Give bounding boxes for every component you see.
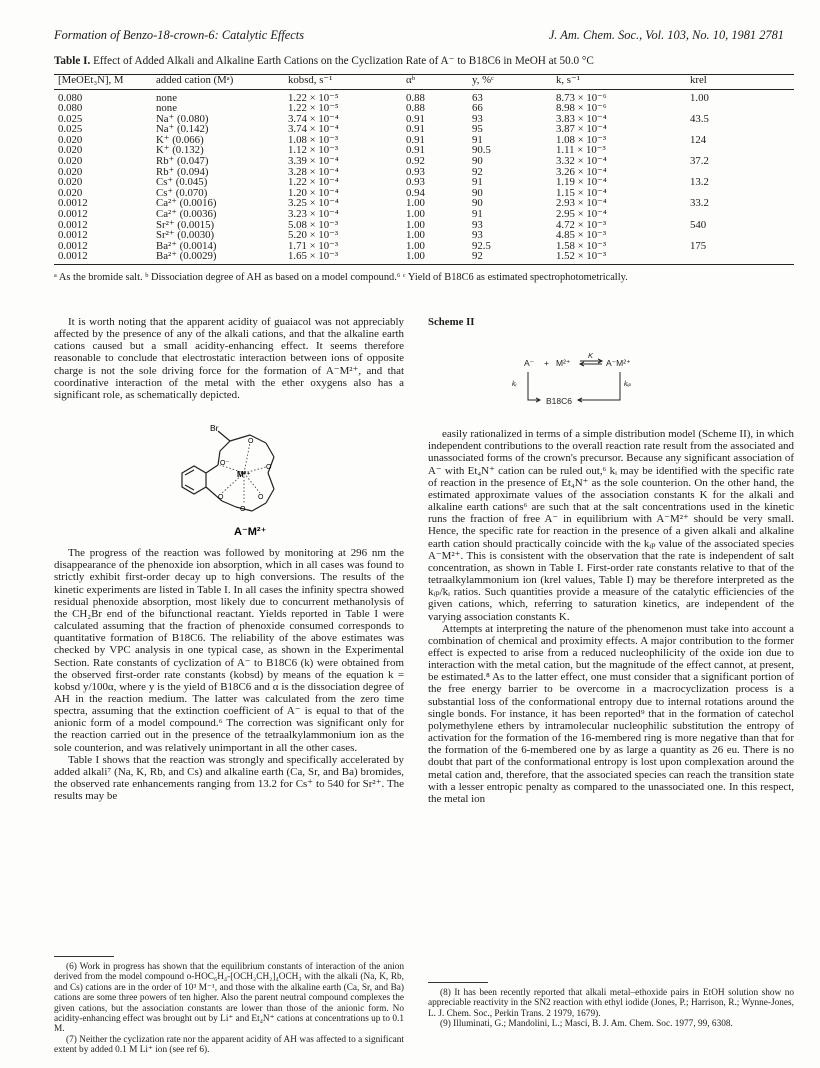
table-cell: 0.0012 xyxy=(58,239,88,252)
table-header-row xyxy=(54,75,794,87)
table-cell: 0.91 xyxy=(406,123,425,136)
scheme-title: Scheme II xyxy=(428,316,475,328)
table-cell: Na⁺ (0.080) xyxy=(156,112,209,125)
column-header: [MeOEt₃N], M xyxy=(54,75,152,87)
table-cell: 0.0012 xyxy=(58,229,88,242)
table-cell: 93 xyxy=(472,218,483,231)
table-caption xyxy=(54,54,794,67)
table-cell: 1.71 × 10⁻³ xyxy=(288,239,339,252)
table-cell: Rb⁺ (0.094) xyxy=(156,165,209,178)
left-footnote-rule xyxy=(54,956,114,957)
column-header: αᵇ xyxy=(402,75,468,87)
table-cell: 540 xyxy=(690,218,707,231)
table-cell: 37.2 xyxy=(690,155,709,168)
table-cell: 90 xyxy=(472,155,483,168)
table-cell: 1.12 × 10⁻³ xyxy=(288,144,339,157)
table-cell: 8.98 × 10⁻⁶ xyxy=(556,102,607,115)
table-cell: K⁺ (0.066) xyxy=(156,133,204,146)
table-cell: 3.32 × 10⁻⁴ xyxy=(556,155,607,168)
right-paragraph-2: Attempts at interpreting the nature of the phenomenon must take into account a combination of chemical and proximity effects. A major contribution to the former effect is expected to arise from a reduced nucleophilicity of the oxide ion due to interaction with the metal cation, but the magnitude of the effect cannot, at present, be estimated.⁸ As to the latter effect, one must consider that a significant portion of the free energy barrier to be overcome in a macrocyclization process is a substantial loss of the conformational entropy due to internal rotations around the single bonds. For instance, it has been reported⁹ that in the formation of catechol polymethylene ethers by intramolecular nucleophilic substitution the entropy of activation for the formation of the 16-membered ring is more negative than that for the formation of the 6-membered one by as large a quantity as 26 eu. There is no doubt that part of the conformational entropy is lost upon complexation around the metal cation and, therefore, that the associated species can reach the transition state with a lesser entropic penalty as compared to the unassociated one. In this respect, the metal ion xyxy=(428,622,794,805)
table-cell: 0.88 xyxy=(406,102,425,115)
left-footnotes xyxy=(54,962,404,1056)
table-row xyxy=(54,251,794,264)
distribution-scheme xyxy=(428,328,794,424)
table-cell: 2.93 × 10⁻⁴ xyxy=(556,197,607,210)
table-cell: 1.00 xyxy=(406,197,425,210)
data-table xyxy=(54,74,794,265)
table-cell: 0.0012 xyxy=(58,218,88,231)
table-cell: 5.08 × 10⁻³ xyxy=(288,218,339,231)
left-paragraph-1: It is worth noting that the apparent acidity of guaiacol was not appreciably affected by the presence of any of the alkali cations, and that the alkaline earth cations caused but a small acidity-enhancing effect. It seems therefore reasonable to conclude that electrostatic interaction between ions of opposite charge is not the sole driving force for the formation of A⁻M²⁺, and that coordinative interaction of the metal with the ether oxygens also has a significant role, as schematically depicted. xyxy=(54,316,404,401)
svg-text:kᵢ: kᵢ xyxy=(512,381,517,389)
table-cell: 92 xyxy=(472,165,483,178)
table-cell: 3.83 × 10⁻⁴ xyxy=(556,112,607,125)
left-paragraph-2: The progress of the reaction was followed by monitoring at 296 nm the disappearance of the phenoxide ion absorption, which in all cases was found to strictly exhibit first-order decay up to high conversions. The results of the kinetic experiments are listed in Table I. In all cases the infinity spectra showed residual phenoxide absorption, most likely due to concurrent methanolysis of the CH₂Br end of the bifunctional reactant. Yields reported in Table I were calculated assuming that the fraction of phenoxide consumed corresponds to quantitative formation of B18C6. The reliability of the above estimates was checked by VPC analysis in one typical case, as shown in the Experimental Section. Rate constants of cyclization of A⁻ to B18C6 (k) were obtained from the observed first-order rate constants (kobsd) by means of the equation k = kobsd y/100α, where y is the yield of B18C6 and α is the dissociation degree of AH in the reaction medium. The latter was calculated from the zero time spectra, assuming that the extinction coefficient of A⁻ is equal to that of the anionic form of a model compound.⁶ The correction was significant only for the reaction carried out in the presence of the tetraalkylammonium ion as the sole counterion, and was relatively unimportant in all the other cases. xyxy=(54,547,404,754)
footnote-6: (6) Work in progress has shown that the equilibrium constants of interaction of the anion derived from the model compound o-HOC₆H₄-[OCH₂CH₂]₄OCH₃ with the alkali (Na, K, Rb, and Cs) cations are in the order of 10³ M⁻¹, and those with the alkaline earth (Ca, Sr, and Ba) cations are some three powers of ten higher. Also the parent neutral compound complexes the given cations, but the association constants are lower than those of the anionic form. No acidity-enhancing effect was brought out by Li⁺ and Et₄N⁺ cations at concentrations up to 0.1 M. xyxy=(54,962,404,1035)
table-body xyxy=(54,89,794,265)
table-cell: 0.91 xyxy=(406,144,425,157)
svg-text:B18C6: B18C6 xyxy=(546,396,572,407)
table-cell: Ca²⁺ (0.0016) xyxy=(156,197,217,210)
table-cell: 92.5 xyxy=(472,239,491,252)
table-cell: 1.08 × 10⁻³ xyxy=(556,133,607,146)
table-cell: K⁺ (0.132) xyxy=(156,144,204,157)
bromine-label: Br xyxy=(210,423,219,434)
table-cell: Cs⁺ (0.045) xyxy=(156,176,208,189)
table-cell: 1.00 xyxy=(406,239,425,252)
table-cell: 3.23 × 10⁻⁴ xyxy=(288,208,339,221)
svg-text:A⁻: A⁻ xyxy=(524,358,535,369)
left-column xyxy=(54,316,404,802)
table-cell: 0.080 xyxy=(58,102,83,115)
crown-complex-diagram xyxy=(54,407,404,541)
table-cell: 1.00 xyxy=(690,91,709,104)
table-cell: 13.2 xyxy=(690,176,709,189)
svg-text:M²⁺: M²⁺ xyxy=(237,470,251,480)
column-header: kobsd, s⁻¹ xyxy=(284,75,402,87)
table-cell: 0.91 xyxy=(406,133,425,146)
table-cell: 1.22 × 10⁻⁵ xyxy=(288,102,339,115)
table-cell: 1.65 × 10⁻³ xyxy=(284,251,402,264)
table-cell: 3.28 × 10⁻⁴ xyxy=(288,165,339,178)
table-cell: 8.73 × 10⁻⁶ xyxy=(556,91,607,104)
table-cell: 1.15 × 10⁻⁴ xyxy=(556,186,607,199)
table-cell: 95 xyxy=(472,123,483,136)
running-header xyxy=(54,28,784,43)
svg-text:O⁻: O⁻ xyxy=(220,460,230,468)
table-cell: 3.39 × 10⁻⁴ xyxy=(288,155,339,168)
table-cell: 1.00 xyxy=(406,218,425,231)
table-cell: Cs⁺ (0.070) xyxy=(156,186,208,199)
header-journal: J. Am. Chem. Soc., Vol. 103, No. 10, 1981 2781 xyxy=(548,28,784,42)
table-cell: 1.11 × 10⁻³ xyxy=(556,144,606,157)
table-cell: 93 xyxy=(472,229,483,242)
table-cell: 1.08 × 10⁻³ xyxy=(288,133,339,146)
table-cell: 90.5 xyxy=(472,144,491,157)
svg-text:A⁻M²⁺: A⁻M²⁺ xyxy=(606,358,631,369)
table-cell xyxy=(686,251,794,264)
table-cell: 66 xyxy=(472,102,483,115)
right-footnote-rule xyxy=(428,982,488,983)
table-cell: Ba²⁺ (0.0029) xyxy=(152,251,284,264)
table-footnote: ᵃ As the bromide salt. ᵇ Dissociation degree of AH as based on a model compound.⁶ ᶜ Yield of B18C6 as estimated spectrophotometrically. xyxy=(54,272,628,283)
column-header: added cation (Mᵃ) xyxy=(152,75,284,87)
table-cell: 91 xyxy=(472,176,483,189)
table-cell: none xyxy=(156,91,177,104)
right-paragraph-1: easily rationalized in terms of a simple distribution model (Scheme II), in which independent contributions to the overall reaction rate result from the associated and unassociated forms of the crown's precursor. Because any significant association of A⁻ with Et₄N⁺ cation can be ruled out,⁶ kᵢ may be identified with the specific rate of reaction in the presence of Et₄N⁺ as the sole counterion. On the other hand, the estimated approximate values of the association constants K for the alkali and alkaline earth cations⁶ are such that at the salt concentrations used in the kinetic runs the fraction of free A⁻ in equilibrium with A⁻M²⁺ should be very small. Hence, the specific rate for reaction in the presence of a given alkali and alkaline earth cation should practically coincide with the kᵢₚ value of the associated species A⁻M²⁺. This is consistent with the observation that the rate is independent of salt concentration, as shown in Table I. First-order rate constants relative to that of the tetraalkylammonium ion (krel values, Table I) may be therefore interpreted as the kᵢₚ/kᵢ ratios. Such quantities provide a measure of the catalytic efficiencies of the given cations, which, referring to saturation kinetics, are independent of the varying association constants K. xyxy=(428,428,794,623)
table-cell: 3.74 × 10⁻⁴ xyxy=(288,123,339,136)
table-cell: 0.020 xyxy=(58,144,83,157)
table-cell: 1.22 × 10⁻⁴ xyxy=(288,176,339,189)
table-cell: 0.88 xyxy=(406,91,425,104)
table-cell: 63 xyxy=(472,91,483,104)
table-cell: Na⁺ (0.142) xyxy=(156,123,209,136)
right-footnotes xyxy=(428,988,794,1030)
table-cell: Sr²⁺ (0.0030) xyxy=(156,229,215,242)
table-cell: 91 xyxy=(472,208,483,221)
table-cell: 2.95 × 10⁻⁴ xyxy=(556,208,607,221)
table-cell: Sr²⁺ (0.0015) xyxy=(156,218,215,231)
complex-structure xyxy=(54,407,404,541)
svg-text:kᵢₚ: kᵢₚ xyxy=(624,381,632,389)
table-cell: 33.2 xyxy=(690,197,709,210)
footnote-9: (9) Illuminati, G.; Mandolini, L.; Masci, B. J. Am. Chem. Soc. 1977, 99, 6308. xyxy=(440,1019,733,1030)
svg-text:+: + xyxy=(544,358,549,369)
table-cell: none xyxy=(156,102,177,115)
table-cell: Ca²⁺ (0.0036) xyxy=(156,208,217,221)
table-cell: 1.52 × 10⁻³ xyxy=(552,251,686,264)
table-cell: 1.58 × 10⁻³ xyxy=(556,239,607,252)
table-cell: 92 xyxy=(468,251,552,264)
svg-text:O: O xyxy=(266,464,272,472)
table-cell: 1.00 xyxy=(406,208,425,221)
scheme-diagram xyxy=(428,328,794,424)
table-cell: 0.92 xyxy=(406,155,425,168)
table-cell: Ba²⁺ (0.0014) xyxy=(156,239,217,252)
table-caption-label: Table I. xyxy=(54,55,91,67)
svg-text:M²⁺: M²⁺ xyxy=(556,358,571,369)
column-header: y, %ᶜ xyxy=(468,75,552,87)
svg-text:O: O xyxy=(218,494,224,502)
table-cell: 90 xyxy=(472,186,483,199)
table-cell: 1.00 xyxy=(406,229,425,242)
table-cell: 0.025 xyxy=(58,112,83,125)
table-cell: 3.25 × 10⁻⁴ xyxy=(288,197,339,210)
table-cell: 43.5 xyxy=(690,112,709,125)
table-cell: 0.0012 xyxy=(54,251,152,264)
table-cell: 3.74 × 10⁻⁴ xyxy=(288,112,339,125)
table-cell: 93 xyxy=(472,112,483,125)
table-cell: 1.19 × 10⁻⁴ xyxy=(556,176,607,189)
table-cell: 0.020 xyxy=(58,155,83,168)
table-cell: 1.00 xyxy=(402,251,468,264)
table-cell: 0.080 xyxy=(58,91,83,104)
table-cell: 3.26 × 10⁻⁴ xyxy=(556,165,607,178)
table-cell: 0.025 xyxy=(58,123,83,136)
table-cell: 0.0012 xyxy=(58,197,88,210)
table-cell: 0.020 xyxy=(58,176,83,189)
table-cell: 0.020 xyxy=(58,165,83,178)
table-cell: Rb⁺ (0.047) xyxy=(156,155,209,168)
svg-text:O: O xyxy=(240,506,246,514)
table-cell: 90 xyxy=(472,197,483,210)
right-column xyxy=(428,316,794,805)
table-cell: 175 xyxy=(690,239,707,252)
table-cell: 4.72 × 10⁻³ xyxy=(556,218,607,231)
table-cell: 91 xyxy=(472,133,483,146)
table-cell: 0.020 xyxy=(58,133,83,146)
complex-label: A⁻M²⁺ xyxy=(234,526,267,539)
table-cell: 1.20 × 10⁻⁴ xyxy=(288,186,339,199)
column-header: k, s⁻¹ xyxy=(552,75,686,87)
table-row xyxy=(54,89,794,103)
table-cell: 0.93 xyxy=(406,165,425,178)
left-paragraph-3: Table I shows that the reaction was strongly and specifically accelerated by added alkali⁷ (Na, K, Rb, and Cs) and alkaline earth (Ca, Sr, and Ba) bromides, the observed rate enhancements ranging from 13.2 for Cs⁺ to 540 for Sr²⁺. The results may be xyxy=(54,753,404,803)
svg-text:O: O xyxy=(258,494,264,502)
svg-text:K: K xyxy=(588,351,594,361)
table-cell: 124 xyxy=(690,133,707,146)
header-title: Formation of Benzo-18-crown-6: Catalytic Effects xyxy=(54,28,305,42)
table-cell: 5.20 × 10⁻³ xyxy=(288,229,339,242)
table-caption-text: Effect of Added Alkali and Alkaline Earth Cations on the Cyclization Rate of A⁻ to B18C6 in MeOH at 50.0 °C xyxy=(93,55,594,67)
table-cell: 0.91 xyxy=(406,112,425,125)
footnote-8: (8) It has been recently reported that alkali metal–ethoxide pairs in EtOH solution show no appreciable reactivity in the SN2 reaction with ethyl iodide (Jones, P.; Harrison, R.; Wynne-Jones, L. J. Chem. Soc., Perkin Trans. 2 1979, 1679). xyxy=(428,988,794,1019)
footnote-7: (7) Neither the cyclization rate nor the apparent acidity of AH was affected to a significant extent by added 0.1 M Li⁺ ion (see ref 6). xyxy=(54,1034,404,1056)
table-cell: 1.22 × 10⁻⁵ xyxy=(288,91,339,104)
table-cell: 3.87 × 10⁻⁴ xyxy=(556,123,607,136)
table-cell: 0.0012 xyxy=(58,208,88,221)
table-cell: 0.94 xyxy=(406,186,425,199)
table-cell: 4.85 × 10⁻³ xyxy=(556,229,607,242)
svg-text:O: O xyxy=(248,438,254,446)
column-header: krel xyxy=(686,75,794,87)
table-cell: 0.020 xyxy=(58,186,83,199)
table-cell: 0.93 xyxy=(406,176,425,189)
